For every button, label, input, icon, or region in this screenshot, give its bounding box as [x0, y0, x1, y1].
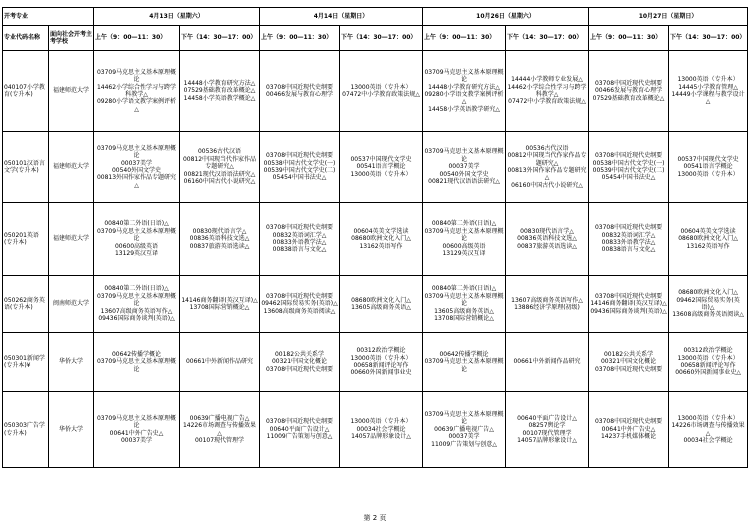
- course-cell: 03709马克思主义基本原理概论 14462小学综合性学习与跨学科教学△ 09280小学语文教学案例评析△: [94, 51, 180, 132]
- course-cell: 00830现代语言学△ 00836英语科技文选△ 00837旅游英语选读△: [180, 203, 260, 276]
- course-cell: 00840第二外语(日语)△ 03709马克思主义基本原理概论 13607高级商务英语写作△ 09436国际商务谈判(英语)△: [94, 276, 180, 333]
- course-cell: 03709马克思主义基本原理概论 00639广播电视广告△ 00037美学 11009广告策划与创意△: [423, 392, 506, 468]
- course-cell: 00840第二外语(日语)△ 03709马克思主义基本原理概论 00600高级英语 13129英汉互译: [423, 203, 506, 276]
- table-row: [3, 132, 748, 203]
- school-name: 华侨大学: [49, 333, 94, 392]
- session-afternoon-1: 下午（14：30—17：00）: [180, 26, 260, 51]
- course-cell: 00639广播电视广告△ 14226市场调查与传播效果△ 00107现代管理学: [180, 392, 260, 468]
- session-morning-2: 上午（9：00—11：30）: [260, 26, 340, 51]
- table-row: [3, 392, 748, 468]
- course-cell: 03709马克思主义基本原理概论 00037美学 00540外国文学史 00821现代汉语语法研究△: [423, 132, 506, 203]
- course-cell: 03708中国近现代史纲要 14146商务翻译(英汉互译)△ 09436国际商务谈判(英语)△: [589, 276, 669, 333]
- major-code: 050201英语(专升本): [3, 203, 49, 276]
- date-header-4: 10月27日（星期日）: [589, 8, 748, 26]
- major-code: 050301新闻学(专升本)¥: [3, 333, 49, 392]
- course-cell: 03709马克思主义基本原理概论 00037美学 00540外国文学史 00813外国作家作品专题研究△: [94, 132, 180, 203]
- course-cell: 08680欧洲文化入门△ 09462国际贸易实务(英语)△ 13608高级商务英语阅读△: [669, 276, 748, 333]
- course-cell: 03708中国近现代史纲要 09462国际贸易实务(英语)△ 13608高级商务英语阅读△: [260, 276, 340, 333]
- course-cell: 14146商务翻译(英汉互译)△ 13708国际营销概论△: [180, 276, 260, 333]
- course-cell: 00312政治学概论 13000英语（专升本） 00658新闻评论写作 00660外国新闻事业史: [340, 333, 423, 392]
- major-code: 050303广告学(专升本): [3, 392, 49, 468]
- table-row: [3, 203, 748, 276]
- session-morning-3: 上午（9：00—11：30）: [423, 26, 506, 51]
- course-cell: 00642传播学概论 03709马克思主义基本原理概论: [94, 333, 180, 392]
- course-cell: 14448小学教育研究方法△ 07529基础教育改革概论△ 14458小学英语教学概论△: [180, 51, 260, 132]
- school-name: 闽南师范大学: [49, 276, 94, 333]
- course-cell: 00642传播学概论 03709马克思主义基本原理概论: [423, 333, 506, 392]
- course-cell: 00536古代汉语 00812中国现当代作家作品专题研究△ 00821现代汉语语法研究△ 06160中国古代小说研究△: [180, 132, 260, 203]
- course-cell: 13000英语（专升本） 00034社会学概论 14057品牌形象设计△: [340, 392, 423, 468]
- page-number: 第 2 页: [363, 514, 387, 522]
- course-cell: 00840第二外语(日语)△ 03709马克思主义基本原理概论 00600高级英语 13129英汉互译: [94, 203, 180, 276]
- table-row: [3, 51, 748, 132]
- course-cell: 08680欧洲文化入门△ 13605高级商务英语△: [340, 276, 423, 333]
- major-code: 040107小学教育(专升本): [3, 51, 49, 132]
- course-cell: 03708中国近现代史纲要 00641中外广告史△ 14237手机媒体概论: [589, 392, 669, 468]
- exam-major-header: 开考专业: [3, 8, 94, 26]
- session-afternoon-3: 下午（14：30—17：00）: [506, 26, 589, 51]
- session-afternoon-2: 下午（14：30—17：00）: [340, 26, 423, 51]
- school-name: 福建师范大学: [49, 203, 94, 276]
- course-cell: 00312政治学概论 13000英语（专升本） 00658新闻评论写作 00660外国新闻事业史△: [669, 333, 748, 392]
- date-header-1: 4月13日（星期六）: [94, 8, 260, 26]
- course-cell: 03709马克思主义基本原理概论 14448小学教育研究方法△ 09280小学语文教学案例评析△ 14458小学英语教学研究△: [423, 51, 506, 132]
- table-row: [3, 333, 748, 392]
- course-cell: 00536古代汉语 00812中国现当代作家作品专题研究△ 00813外国作家作品专题研究△ 06160中国古代小说研究△: [506, 132, 589, 203]
- course-cell: 00604英美文学选读 08680欧洲文化入门△ 13162英语写作: [669, 203, 748, 276]
- course-cell: 00840第二外语(日语)△ 03709马克思主义基本原理概论 13605高级商务英语△ 13708国际营销概论△: [423, 276, 506, 333]
- course-cell: 13607高级商务英语写作△ 13886经济学原理(初级): [506, 276, 589, 333]
- date-header-2: 4月14日（星期日）: [260, 8, 423, 26]
- date-header-3: 10月26日（星期六）: [423, 8, 589, 26]
- course-cell: 13000英语（专升本） 14226市场调查与传播效果△ 00034社会学概论: [669, 392, 748, 468]
- course-cell: 13000英语（专升本） 14445小学教育管理△ 14449小学课程与教学设计△: [669, 51, 748, 132]
- exam-schedule-sheet: [2, 7, 748, 468]
- course-cell: 00661中外新闻作品研究: [180, 333, 260, 392]
- course-cell: 00537中国现代文学史 00541语言学概论 13000英语（专升本）: [340, 132, 423, 203]
- session-afternoon-4: 下午（14：30—17：00）: [669, 26, 748, 51]
- school-name: 福建师范大学: [49, 51, 94, 132]
- exam-schedule-table: [2, 7, 748, 468]
- session-morning-1: 上午（9：00—11：30）: [94, 26, 180, 51]
- course-cell: 03708中国近现代史纲要 00466发展与教育心理学 07529基础教育改革概论△: [589, 51, 669, 132]
- school-name: 福建师范大学: [49, 132, 94, 203]
- major-code: 050262商务英语(专升本): [3, 276, 49, 333]
- course-cell: 13000英语（专升本） 07472中小学教育政策法规△: [340, 51, 423, 132]
- course-cell: 00661中外新闻作品研究: [506, 333, 589, 392]
- course-cell: 03708中国近现代史纲要 00832英语词汇学△ 00833外语教学法△ 00838语言与文化△: [589, 203, 669, 276]
- course-cell: 03709马克思主义基本原理概论 00641中外广告史△ 00037美学: [94, 392, 180, 468]
- school-header: 面向社会开考主考学校: [49, 26, 94, 51]
- major-code: 050101汉语言文学(专升本): [3, 132, 49, 203]
- course-cell: 03708中国近现代史纲要 00640平面广告设计△ 11009广告策划与创意△: [260, 392, 340, 468]
- session-morning-4: 上午（9：00—11：30）: [589, 26, 669, 51]
- school-name: 华侨大学: [49, 392, 94, 468]
- course-cell: 00604英美文学选读 08680欧洲文化入门△ 13162英语写作: [340, 203, 423, 276]
- course-cell: 00830现代语言学△ 00836英语科技文选△ 00837旅游英语选读△: [506, 203, 589, 276]
- course-cell: 00537中国现代文学史 00541语言学概论 13000英语（专升本）: [669, 132, 748, 203]
- course-cell: 00640平面广告设计△ 08257舆论学 00107现代管理学 14057品牌形象设计△: [506, 392, 589, 468]
- course-cell: 03708中国近现代史纲要 00538中国古代文学史(一) 00539中国古代文学史(二) 05454中国书法史△: [589, 132, 669, 203]
- course-cell: 00182公共关系学 00321中国文化概论 03708中国近现代史纲要: [260, 333, 340, 392]
- course-cell: 03708中国近现代史纲要 00832英语词汇学△ 00833外语教学法△ 00838语言与文化△: [260, 203, 340, 276]
- course-cell: 03708中国近现代史纲要 00466发展与教育心理学: [260, 51, 340, 132]
- table-row: [3, 276, 748, 333]
- course-cell: 03708中国近现代史纲要 00538中国古代文学史(一) 00539中国古代文学史(二) 05454中国书法史△: [260, 132, 340, 203]
- major-code-header: 专业代码名称: [3, 26, 49, 51]
- course-cell: 14444小学教师专业发展△ 14462小学综合性学习与跨学科教学△ 07472中小学教育政策法规△: [506, 51, 589, 132]
- course-cell: 00182公共关系学 00321中国文化概论 03708中国近现代史纲要: [589, 333, 669, 392]
